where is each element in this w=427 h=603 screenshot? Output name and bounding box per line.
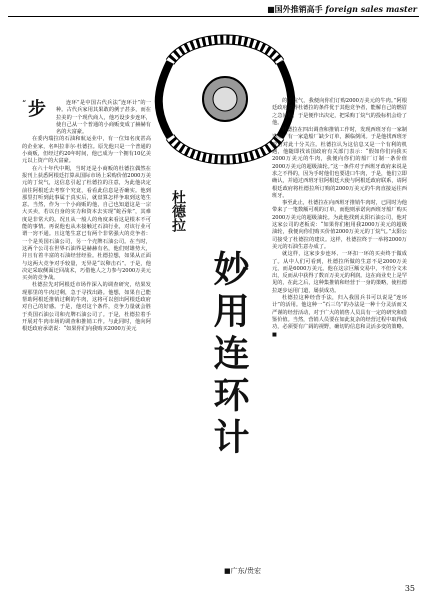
left-column [22,100,151,334]
right-paragraph-4: 就这样，这家步步连环、一环扣一环的买卖终于做成了。从中人们可看到，杜德拉所做的生意不是2000万美元，而是6000万美元。他在这宗巨额交易中，不但分文未出，反而从中获得了数百万美元的利润。这在商业史上是罕见的，在此之后，这种集推销和经营于一身的策略，使杜德拉逐步运用门道，屡获成功。 [272,251,407,294]
dropcap-quote: “ [22,99,27,108]
page-number: 35 [404,584,415,593]
header-cn: 国外推销高手 [274,4,323,14]
article-title: 妙用连环计 [208,250,249,460]
right-paragraph-5: 杜德拉这种经营手法，归入我国兵书可以说是“连环计”的活用。他这种一“石三鸟”的办法是一种十分灵活而又严谨的经营活动，对于广大的销售人员具有一定的研究和借鉴价值。当然，营销人员要在如此复杂的经营过程中取得成功，必须要有广阔的视野，确切的信息和灵活多变的策略。■ [272,295,407,338]
left-paragraph-2: 在委内瑞拉的石油和航运业中，有一位知名度甚高的企业家，名叫拉菲尔·杜德拉。原先他只是一个普通的小商贩，但经过约20年时间，他已成为一个拥有10亿美元以上资产的大富豪。 [22,136,151,165]
header-rule [8,16,419,17]
header-en: foreign sales master [325,4,417,14]
dropcap-box [22,100,52,130]
right-paragraph-3: 事至此止，杜德拉在向西班牙推销牛肉时，已同时为他带来了一笔数额可观的订单，而他则承诺向西班牙船厂购买2000万美元的超级油轮。为此他找到太阳石油公司，他对这家公司的老板说：“如果你们租用我2000万美元的超级油轮，我便向你们购买价值2000万美元的丁烷气。”太阳公司接受了杜德拉的建议。这样，杜德拉终于一举将2000万美元的石油生意办成了。 [272,200,407,250]
byline: ■广东/贵宏 [224,567,261,575]
left-paragraph-3: 在六十年代中期，当时还是小商贩的杜德拉偶然在报刊上获悉阿根廷打算从国际市场上采购价值2000万美元的丁烷气，这信息引起了杜德拉的注意，为此他决定前往阿根廷去考察个究竟，看看此信息是否确实。他到那里打听到此事属于真实后，就盘算怎样争取到这笔生意。当然，作为一个小商贩的他，自己也知道这是一宗大买卖，若以自身的实力和资本去实现“蛇吞象”，其难度是非常大的。况且从一般人的角度来看这是根本不可能的事情。再说他也从未接触过石油行业，对该行业可谓一窍不通。且这笔生意已有两个非常强大的竞争者：一个是英国石油公司，另一个壳牌石油公司。在当时，这两个公司在世界石油界是赫赫有名，他们财雄势大，并且有着丰富的石油经营经验。杜德拉想，如果从正面与这两大竞争对手较量，无异是“以卵击石”。于是，他决定采取侧面迂回战术，巧借他人之力参与2000万美元买卖的竞争战。 [22,165,151,282]
dropcap-char: 步 [28,99,46,120]
left-paragraph-4: 杜德拉先对阿根廷市场作深入的调查研究，结果发现那里的牛肉过剩，急于寻找出路。他想，如果自己能帮助阿根廷推销过剩的牛肉，这将可以创出阿根廷政府对自己的好感。于是，他对这个条件，竞争力量就会胜于英国石油公司和壳牌石油公司了。于是，杜德拉着手开展对牛肉市场的调查和推销工作。与此同时，他向阿根廷政府承诺说：“如果你们向我购买2000万美元 [22,282,151,333]
page-header [267,4,417,15]
author-name: 杜德拉 [170,190,186,232]
header-square: ■ [267,4,275,14]
right-paragraph-1: 的丁烷气，我便向你们订购2000万美元的牛肉。”阿根廷政府觉得杜德拉的条件优于其他竞争者，能解自己的燃眉之急问题，于是便作出决定，把采购丁烷气的投标机会给了他。 [272,98,407,126]
left-paragraph-1: 连环”是中国古代兵法“连环计”的一种。古代兵家用其果敢的例子甚多，而在拉美的一个现代商人，他巧设步步连环，使自己从一个普通的小商贩变成了赫赫有名的大富豪。 [56,100,151,136]
right-column [272,98,407,339]
right-paragraph-2: 杜德拉在四出调查和推销工作时，发现西班牙有一家制造船厂有一家造船厂缺少订单，濒临倒闭。于是他找西班牙政府对此十分关注。杜德拉认为这信息又是一个有利的机遇，他随即找该国政府有关部门表示：“假如你们向我买2000万美元的牛肉，我便向你们的船厂订制一条价值2000万美元的超级油轮。”这一条件对于西班牙政府来说是求之不得的，因为手时他们也要进口牛肉，于是，他们立即确认，并通过西班牙驻阿根廷大使与阿根廷政府联系，请阿根廷政府将杜德拉所订购的2000万美元的牛肉直接运往西班牙。 [272,127,407,199]
